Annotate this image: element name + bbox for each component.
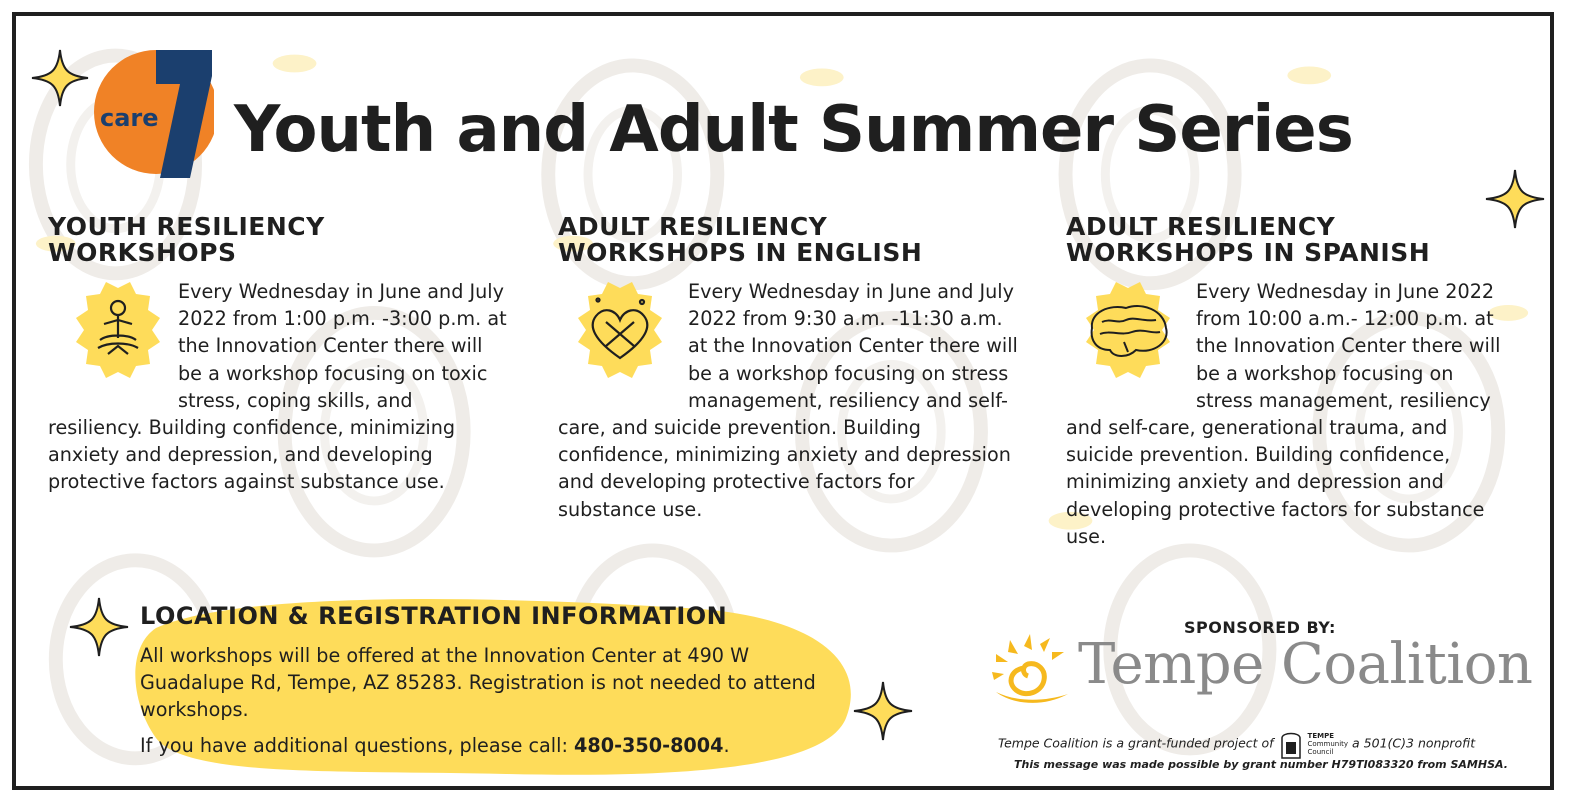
youth-workshop-section [48,214,508,496]
sponsored-label: SPONSORED BY: [1184,618,1336,637]
sparkle-icon [68,596,130,658]
page-title: Youth and Adult Summer Series [234,93,1353,167]
location-body: All workshops will be offered at the Innovation Center at 490 W Guadalupe Rd, Tempe, AZ 85283. Registration is not needed to attend workshops. [140,644,816,722]
care7-logo-text: care [100,104,159,132]
flyer-frame [12,12,1554,790]
location-title: LOCATION & REGISTRATION INFORMATION [140,602,728,630]
contact-line: If you have additional questions, please call: 480-350-8004. [140,734,730,757]
adult-spanish-workshop-section [1066,214,1506,550]
phone-number[interactable]: 480-350-8004 [574,734,724,757]
tcc-logo-text: TEMPE Community Council [1307,732,1349,756]
samhsa-grant-notice: This message was made possible by grant number H79TI083320 from SAMHSA. [1014,758,1508,771]
meditation-person-icon [48,278,178,396]
section-body: Every Wednesday in June and July 2022 from 1:00 p.m. -3:00 p.m. at the Innovation Center there will be a workshop focusing on toxic stress, coping skills, and resiliency. Building confidence, minimizing anxiety and depression, and developing protective factors against substance use. [48,280,507,494]
tempe-community-council-logo-icon [1280,728,1302,760]
section-title: YOUTH RESILIENCY WORKSHOPS [48,212,325,267]
section-title: ADULT RESILIENCY WORKSHOPS IN ENGLISH [558,212,923,267]
section-body: Every Wednesday in June and July 2022 from 9:30 a.m. -11:30 a.m. at the Innovation Center there will be a workshop focusing on stress management, resiliency and self-care, and suicide prevention. Building confidence, minimizing anxiety and depression and developing protective factors for substance use. [558,280,1018,521]
sparkle-icon [30,48,90,108]
section-title: ADULT RESILIENCY WORKSHOPS IN SPANISH [1066,212,1431,267]
grant-info-line: Tempe Coalition is a grant-funded project of TEMPE Community Council a 501(C)3 nonprofit [998,728,1475,760]
section-body: Every Wednesday in June 2022 from 10:00 a.m.- 12:00 p.m. at the Innovation Center there will be a workshop focusing on stress management, resiliency and self-care, generational trauma, and suicide prevention. Building confidence, minimizing anxiety and depression and developing protective factors for substance use. [1066,280,1501,548]
brain-icon [1066,278,1196,396]
tempe-coalition-logo-text: Tempe Coalition [1078,632,1533,697]
sun-logo-icon [982,628,1074,710]
heart-bandage-icon [558,278,688,396]
sparkle-icon [852,680,914,742]
adult-english-workshop-section [558,214,1018,523]
